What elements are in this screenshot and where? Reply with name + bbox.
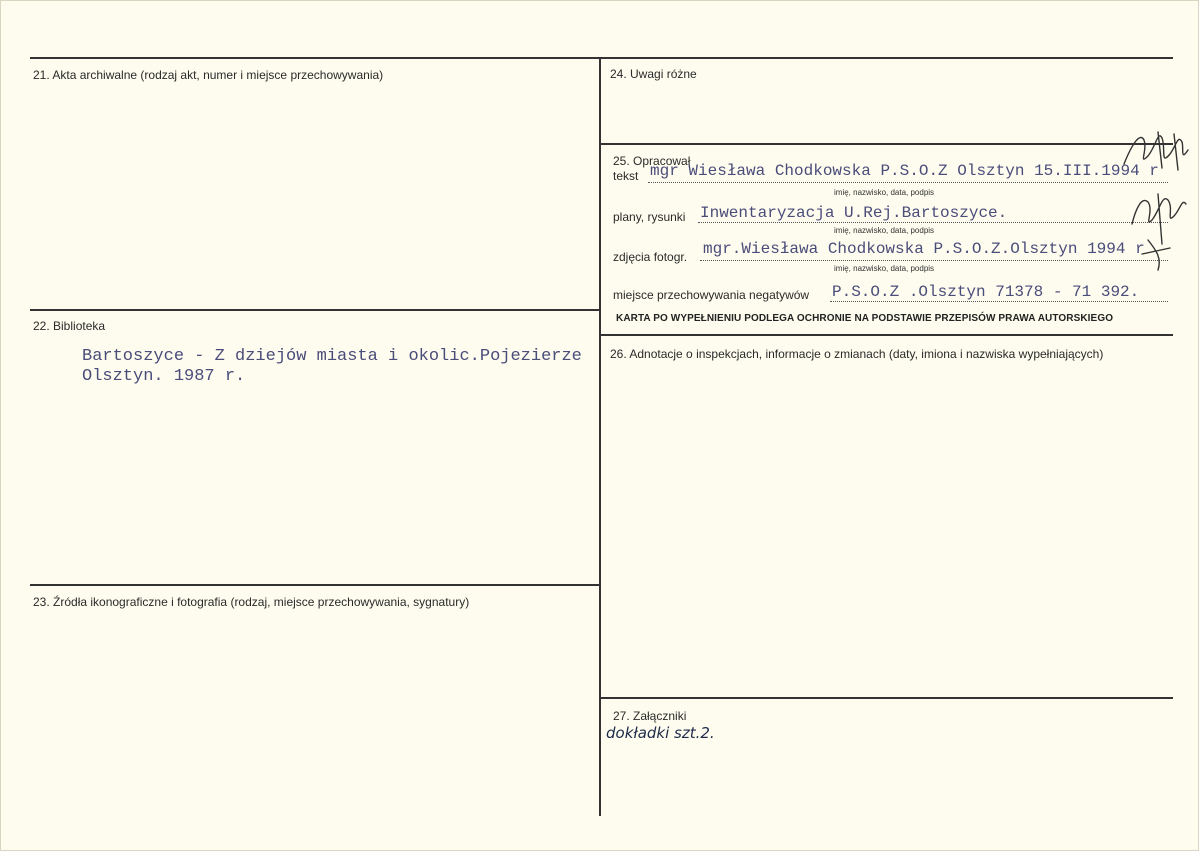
plany-dotted-line xyxy=(698,222,1168,223)
library-entry-line2: Olsztyn. 1987 r. xyxy=(82,367,246,386)
plany-label: plany, rysunki xyxy=(613,210,686,224)
rule-right-26-27 xyxy=(600,697,1173,699)
signature-mark-1 xyxy=(1118,126,1198,176)
top-rule xyxy=(30,57,1173,59)
section-21-label: 21. Akta archiwalne (rodzaj akt, numer i miejsce przechowywania) xyxy=(33,68,384,82)
library-entry-line1: Bartoszyce - Z dziejów miasta i okolic.Pojezierze xyxy=(82,347,582,366)
zdjecia-label: zdjęcia fotogr. xyxy=(613,250,688,264)
section-24-label: 24. Uwagi różne xyxy=(610,67,697,81)
tekst-caption: imię, nazwisko, data, podpis xyxy=(834,188,935,197)
negatywy-dotted-line xyxy=(830,301,1168,302)
tekst-dotted-line xyxy=(648,182,1168,183)
negatywy-value: P.S.O.Z .Olsztyn 71378 - 71 392. xyxy=(832,283,1140,301)
zdjecia-value: mgr.Wiesława Chodkowska P.S.O.Z.Olsztyn 1994 r xyxy=(703,240,1145,258)
zdjecia-dotted-line xyxy=(700,260,1168,261)
section-27-label: 27. Załączniki xyxy=(613,709,687,723)
negatywy-label: miejsce przechowywania negatywów xyxy=(613,288,810,302)
section-25-label: 25. Opracował xyxy=(613,154,691,168)
plany-value: Inwentaryzacja U.Rej.Bartoszyce. xyxy=(700,204,1008,222)
zdjecia-caption: imię, nazwisko, data, podpis xyxy=(834,264,935,273)
section-26-label: 26. Adnotacje o inspekcjach, informacje o zmianach (daty, imiona i nazwiska wypełniających) xyxy=(610,347,1104,361)
section-23-label: 23. Źródła ikonograficzne i fotografia (rodzaj, miejsce przechowywania, sygnatury) xyxy=(33,595,470,609)
rule-left-21-22 xyxy=(30,309,600,311)
plany-caption: imię, nazwisko, data, podpis xyxy=(834,226,935,235)
tekst-label: tekst xyxy=(613,169,639,183)
tekst-value: mgr Wiesława Chodkowska P.S.O.Z Olsztyn 15.III.1994 r xyxy=(650,162,1159,180)
signature-mark-2 xyxy=(1122,184,1192,274)
center-divider xyxy=(599,57,601,816)
copyright-note: KARTA PO WYPEŁNIENIU PODLEGA OCHRONIE NA PODSTAWIE PRZEPISÓW PRAWA AUTORSKIEGO xyxy=(616,313,1114,324)
rule-right-24-25 xyxy=(600,143,1173,145)
attachments-handwritten: dokładki szt.2. xyxy=(606,724,715,742)
rule-left-22-23 xyxy=(30,584,600,586)
section-22-label: 22. Biblioteka xyxy=(33,319,106,333)
rule-right-25-26 xyxy=(600,334,1173,336)
